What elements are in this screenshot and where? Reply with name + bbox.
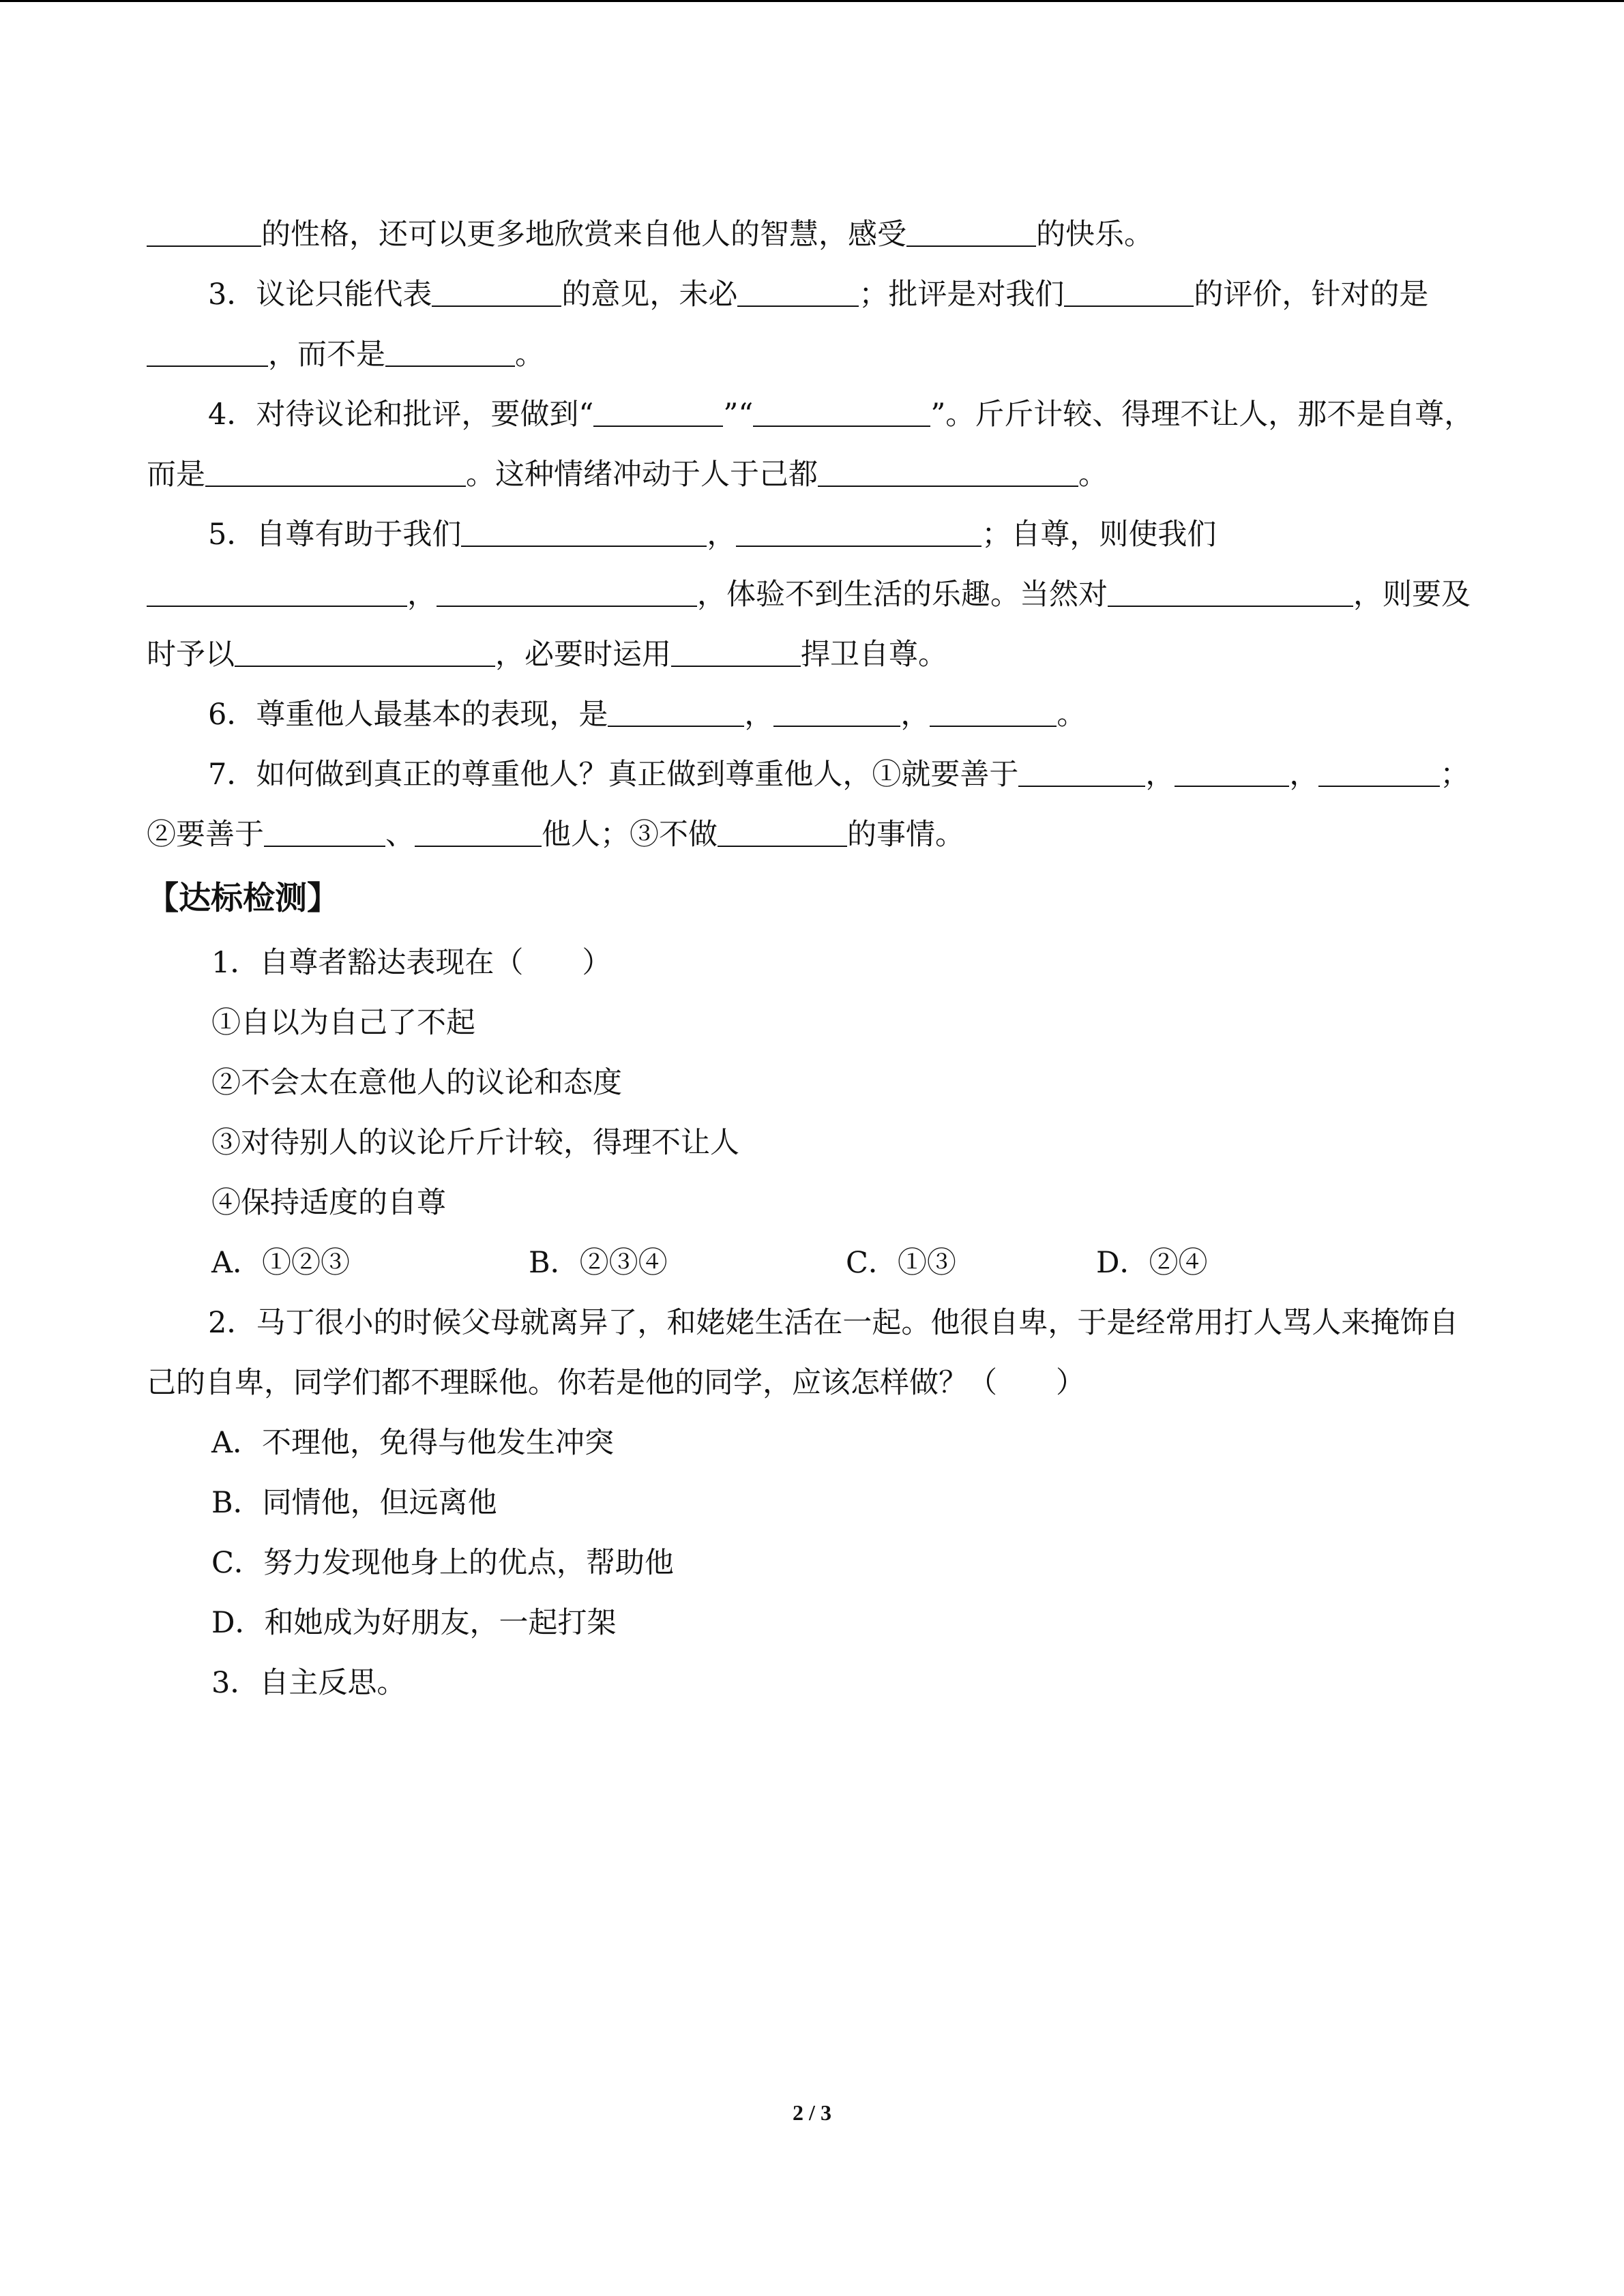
answer-blank[interactable]	[593, 394, 723, 427]
answer-blank[interactable]	[818, 454, 1078, 487]
answer-blank[interactable]	[608, 694, 744, 727]
answer-blank[interactable]	[205, 454, 466, 487]
page-number: 2 / 3	[793, 2100, 831, 2125]
answer-blank[interactable]	[235, 634, 495, 667]
top-border-line	[0, 0, 1624, 2]
q1-option-d[interactable]: D．②④	[1096, 1246, 1208, 1280]
answer-blank[interactable]	[385, 334, 515, 367]
fill-item-2-continued: 的性格，还可以更多地欣赏来自他人的智慧，感受 的快乐。	[147, 205, 1480, 265]
q1-statement: ②不会太在意他人的议论和态度	[211, 1066, 622, 1100]
section-heading: 【达标检测】	[147, 880, 339, 917]
worksheet-page	[147, 205, 1480, 1713]
q1-option-b[interactable]: B．②③④	[529, 1246, 668, 1280]
answer-blank[interactable]	[147, 214, 261, 247]
q2-stem: 2．马丁很小的时候父母就离异了，和姥姥生活在一起。他很自卑，于是经常用打人骂人来掩饰自己的自卑，同学们都不理睬他。你若是他的同学，应该怎样做？（ ）	[147, 1306, 1459, 1400]
q1-options	[147, 1233, 1480, 1293]
answer-blank[interactable]	[736, 514, 981, 547]
fill-item-6: 6．尊重他人最基本的表现，是 ， ， 。	[147, 685, 1480, 745]
q1-option-c[interactable]: C．①③	[846, 1246, 956, 1280]
answer-blank[interactable]	[461, 514, 707, 547]
fill-item-5: 5．自尊有助于我们 ， ；自尊，则使我们， ，体验不到生活的乐趣。当然对 ，则要及时予以 ，必要时运用 捍卫自尊。	[147, 505, 1480, 685]
q1-statement: ③对待别人的议论斤斤计较，得理不让人	[211, 1126, 739, 1160]
answer-blank[interactable]	[437, 574, 697, 607]
answer-blank[interactable]	[1175, 754, 1289, 787]
answer-blank[interactable]	[906, 214, 1036, 247]
answer-blank[interactable]	[671, 634, 801, 667]
answer-blank[interactable]	[737, 274, 859, 307]
q2-option-d[interactable]: D．和她成为好朋友，一起打架	[211, 1606, 617, 1640]
q2-option-c[interactable]: C．努力发现他身上的优点，帮助他	[211, 1546, 674, 1580]
answer-blank[interactable]	[415, 814, 542, 847]
answer-blank[interactable]	[264, 814, 385, 847]
answer-blank[interactable]	[432, 274, 561, 307]
fill-item-3: 3．议论只能代表 的意见，未必 ；批评是对我们 的评价，针对的是，而不是 。	[147, 265, 1480, 385]
answer-blank[interactable]	[930, 694, 1057, 727]
answer-blank[interactable]	[147, 574, 407, 607]
q3-stem: 3．自主反思。	[211, 1666, 407, 1700]
q1-stem: 1．自尊者豁达表现在（ ）	[211, 946, 612, 980]
answer-blank[interactable]	[773, 694, 900, 727]
fill-item-7: 7．如何做到真正的尊重他人？真正做到尊重他人，①就要善于 ， ， ；②要善于 、 他人；③不做 的事情。	[147, 745, 1480, 865]
answer-blank[interactable]	[1318, 754, 1440, 787]
answer-blank[interactable]	[1018, 754, 1145, 787]
q1-option-a[interactable]: A．①②③	[211, 1246, 351, 1280]
fill-item-4: 4．对待议论和批评，要做到“ ”“ ”。斤斤计较、得理不让人，那不是自尊，而是 。这种情绪冲动于人于己都 。	[147, 385, 1480, 505]
q1-statement: ①自以为自己了不起	[211, 1006, 475, 1040]
q2-option-a[interactable]: A．不理他，免得与他发生冲突	[211, 1426, 615, 1460]
answer-blank[interactable]	[1108, 574, 1353, 607]
answer-blank[interactable]	[1064, 274, 1194, 307]
q2-option-b[interactable]: B．同情他，但远离他	[211, 1486, 497, 1520]
answer-blank[interactable]	[147, 334, 268, 367]
answer-blank[interactable]	[718, 814, 847, 847]
answer-blank[interactable]	[753, 394, 930, 427]
q1-statement: ④保持适度的自尊	[211, 1186, 446, 1220]
